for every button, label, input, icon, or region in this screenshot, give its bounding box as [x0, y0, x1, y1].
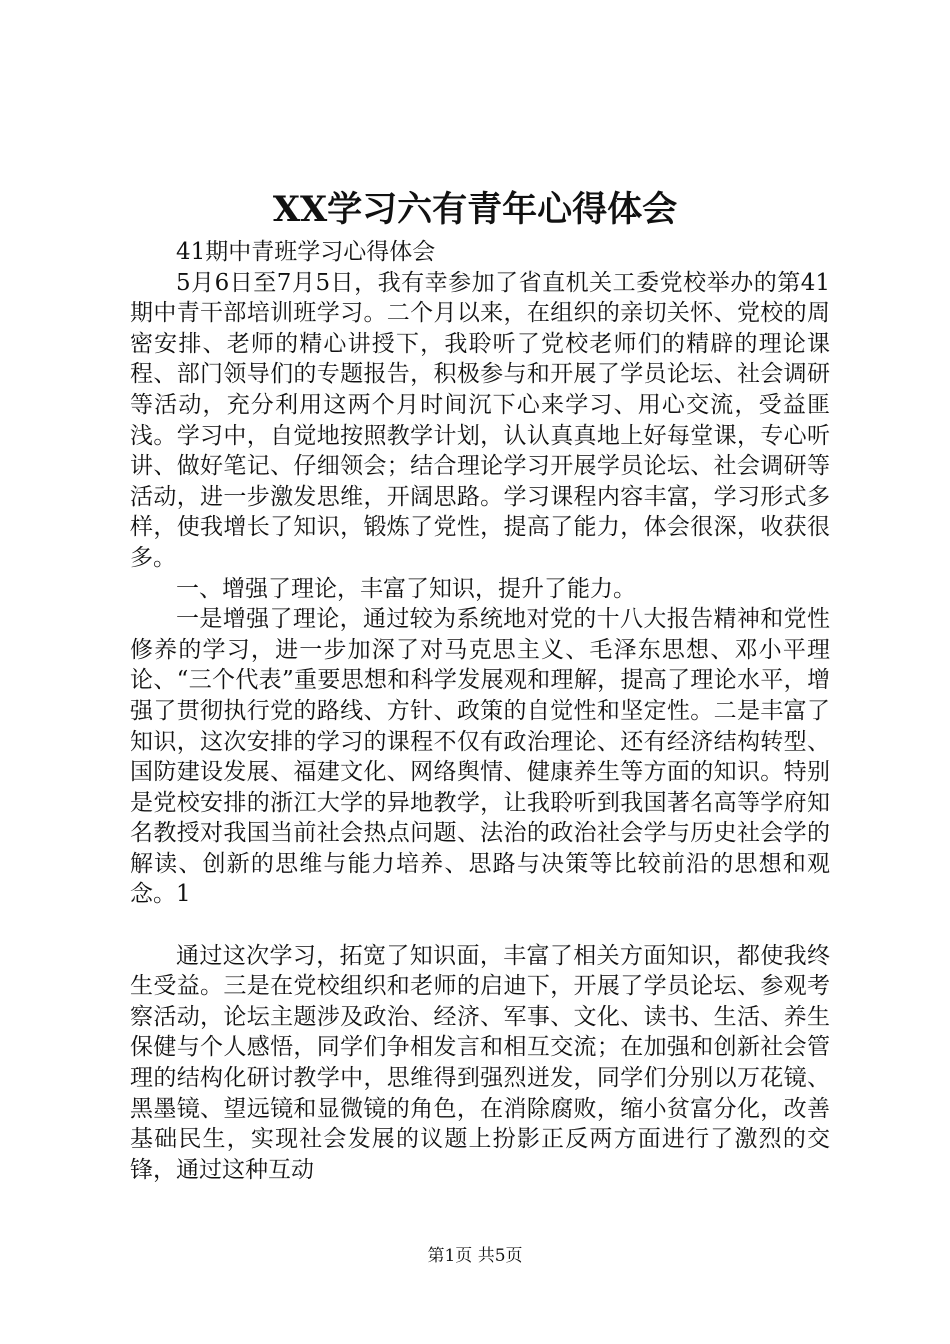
page-footer: 第1页 共5页: [427, 1246, 523, 1266]
document-title: XX学习六有青年心得体会: [272, 189, 678, 230]
document-body: [130, 237, 830, 1185]
paragraph-knowledge: 通过这次学习，拓宽了知识面，丰富了相关方面知识，都使我终生受益。三是在党校组织和老师的启迪下，开展了学员论坛、参观考察活动，论坛主题涉及政治、经济、军事、文化、读书、生活、养生保健与个人感悟，同学们争相发言和相互交流；在加强和创新社会管理的结构化研讨教学中，思维得到强烈迸发，同学们分别以万花镜、黑墨镜、望远镜和显微镜的角色，在消除腐败，缩小贫富分化，改善基础民生，实现社会发展的议题上扮影正反两方面进行了激烈的交锋，通过这种互动: [130, 942, 830, 1183]
paragraph-subtitle: 41期中青班学习心得体会: [176, 239, 436, 265]
paragraph-intro: 5月6日至7月5日，我有幸参加了省直机关工委党校举办的第41期中青干部培训班学习。二个月以来，在组织的亲切关怀、党校的周密安排、老师的精心讲授下，我聆听了党校老师们的精辟的理论课程、部门领导们的专题报告，积极参与和开展了学员论坛、社会调研等活动，充分利用这两个月时间沉下心来学习、用心交流，受益匪浅。学习中，自觉地按照教学计划，认认真真地上好每堂课，专心听讲、做好笔记、仔细领会；结合理论学习开展学员论坛、社会调研等活动，进一步激发思维，开阔思路。学习课程内容丰富，学习形式多样，使我增长了知识，锻炼了党性，提高了能力，体会很深，收获很多。: [130, 269, 830, 571]
paragraph-section-heading: 一、增强了理论，丰富了知识，提升了能力。: [176, 575, 636, 602]
paragraph-theory: 一是增强了理论，通过较为系统地对党的十八大报告精神和党性修养的学习，进一步加深了对马克思主义、毛泽东思想、邓小平理论、“三个代表”重要思想和科学发展观和理解，提高了理论水平，增强了贯彻执行党的路线、方针、政策的自觉性和坚定性。二是丰富了知识，这次安排的学习的课程不仅有政治理论、还有经济结构转型、国防建设发展、福建文化、网络舆情、健康养生等方面的知识。特别是党校安排的浙江大学的异地教学，让我聆听到我国著名高等学府知名教授对我国当前社会热点问题、法治的政治社会学与历史社会学的解读、创新的思维与能力培养、思路与决策等比较前沿的思想和观念。1: [130, 606, 830, 908]
